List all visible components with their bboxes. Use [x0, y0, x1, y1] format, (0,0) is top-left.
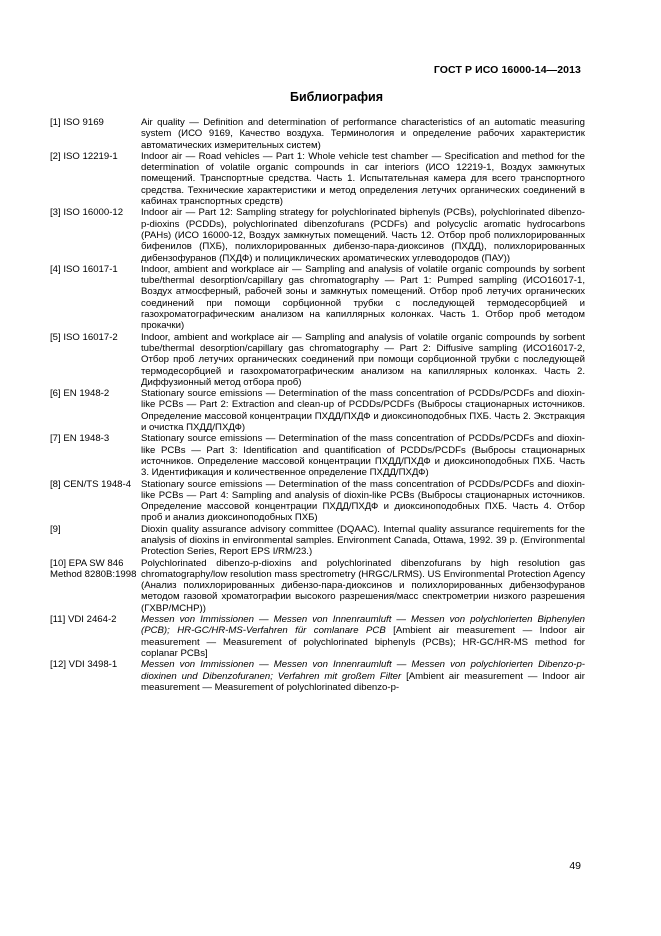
- entry-reference: [6] EN 1948-2: [50, 388, 110, 400]
- entry-reference: [10] EPA SW 846 Method 8280B:1998: [50, 557, 137, 580]
- document-code: ГОСТ Р ИСО 16000-14—2013: [433, 64, 581, 76]
- bibliography-entry: [50, 207, 585, 263]
- entry-reference: [9]: [50, 523, 61, 535]
- bibliography-entry: [50, 479, 585, 524]
- bibliography-entry: [50, 524, 585, 558]
- bibliography-entry: [50, 151, 585, 207]
- entry-title-italic: Messen von Immissionen — Messen von Innenraumluft — Messen von polychlorierten Dibenzo-p-dioxinen und Dibenzofuranen; Verfahren mit großem Filter: [141, 659, 585, 682]
- entry-text: Indoor, ambient and workplace air — Sampling and analysis of volatile organic compounds by sorbent tube/thermal desorption/capillary gas chromatography — Part 1: Pumped sampling (ИСО16017-1, Воздух атмосферный, рабочей зоны и замкнутых помещений. Отбор проб летучих органических соединений при помощи сорбционной трубки с последующей термодесорбцией и газохроматографическим анализом на капиллярных колонках. Часть 1. Отбор проб методом прокачки): [141, 263, 585, 332]
- bibliography-entry: [50, 264, 585, 332]
- entry-reference: [12] VDI 3498-1: [50, 659, 118, 671]
- entry-text: Dioxin quality assurance advisory committee (DQAAC). Internal quality assurance requirements for the analysis of dioxins in environmental samples. Environment Canada, Ottawa, 1992. 39 p. (Environmental Protection Series, Report EPS I/RM/23.): [141, 523, 585, 558]
- entry-text-container: [141, 659, 585, 693]
- entry-text: Air quality — Definition and determination of performance characteristics of an automatic measuring system (ИСО 9169, Качество воздуха. Терминология и определение рабочих характеристик автоматических измерительных систем): [141, 117, 585, 151]
- entry-reference: [1] ISO 9169: [50, 117, 104, 128]
- bibliography-list: [50, 117, 585, 693]
- entry-text: Indoor, ambient and workplace air — Sampling and analysis of volatile organic compounds by sorbent tube/thermal desorption/capillary gas chromatography — Part 2: Diffusive sampling (ИСО16017-2, Отбор проб летучих органических соединений при помощи сорбционной трубки с последующей термодесорбцией и газохроматографическим анализом на капиллярных колонках. Часть 2. Диффузионный метод отбора проб): [141, 331, 585, 388]
- bibliography-entry: [50, 388, 585, 433]
- entry-reference: [7] EN 1948-3: [50, 433, 110, 445]
- entry-text: Stationary source emissions — Determination of the mass concentration of PCDDs/PCDFs and dioxin-like PCBs — Part 3: Identification and quantification of PCDDs/PCDFs (Выбросы стационарных источников. Определение массовой концентрации ПХДД/ПХДФ и диоксиноподобных ПХБ. Часть 3. Идентификация и количественное определение ПХДД/ПХДФ): [141, 433, 585, 479]
- entry-reference: [5] ISO 16017-2: [50, 331, 118, 343]
- entry-text: Indoor air — Part 12: Sampling strategy for polychlorinated biphenyls (PCBs), polychlorinated dibenzo-p-dioxins (PCDDs), polychlorinated dibenzofurans (PCDFs) and polycyclic aromatic hydrocarbons (PAHs) (ИСО 16000-12, Воздух замкнутых помещений. Часть 12. Отбор проб полихлорированных бифенилов (ПХБ), полихлорированных дибензо-пара-диоксинов (ПХДД), полихлорированных дибензофуранов (ПХДФ) и полициклических ароматических углеводородов (ПАУ)): [141, 207, 585, 264]
- bibliography-entry: [50, 659, 585, 693]
- entry-text: Stationary source emissions — Determination of the mass concentration of PCDDs/PCDFs and dioxin-like PCBs — Part 2: Extraction and clean-up of PCDDs/PCDFs (Выбросы стационарных источников. Определение массовой концентрации ПХДД/ПХДФ и диоксиноподобных ПХБ. Часть 2. Экстракция и очистка ПХДД/ПХДФ): [141, 388, 585, 434]
- bibliography-entry: [50, 614, 585, 659]
- entry-text: Indoor air — Road vehicles — Part 1: Whole vehicle test chamber — Specification and method for the determination of volatile organic compounds in car interiors (ИСО 12219-1, Воздух замкнутых помещений. Транспортные средства. Часть 1. Испытательная камера для всего транспортного средства. Технические характеристики и метод определения летучих органических соединений в кабинах транспортных средств): [141, 150, 585, 208]
- entry-reference: [8] CEN/TS 1948-4: [50, 478, 132, 490]
- entry-text-container: [141, 614, 585, 659]
- page-number: 49: [569, 860, 581, 872]
- entry-reference: [4] ISO 16017-1: [50, 263, 118, 275]
- entry-title-italic: Messen von Immissionen — Messen von Innenraumluft — Messen von polychlorierten Biphenylen (PCB); HR-GC/HR-MS-Verfahren für comlanare PCB: [141, 614, 585, 637]
- entry-text: Polychlorinated dibenzo-p-dioxins and polychlorinated dibenzofurans by high resolution gas chromatography/low resolution mass spectrometry (HRGC/LRMS). US Environmental Protection Agency (Анализ полихлорированных дибензо-пара-диоксинов и полихлорированных дибензофуранов методом газовой хроматографии высокого разрешения/масс спектрометрии низкого разрешения (ГХВР/МСНР)): [141, 557, 585, 614]
- entry-text: [Ambient air measurement — Indoor air measurement — Measurement of polychlorinated dibenzo-p-: [141, 670, 585, 693]
- bibliography-entry: [50, 117, 585, 151]
- bibliography-entry: [50, 332, 585, 388]
- bibliography-entry: [50, 558, 585, 614]
- entry-text: [Ambient air measurement — Indoor air measurement — Measurement of polychlorinated biphenyls (PCBs); HR-GC/HR-MS method for coplanar PCBs]: [141, 625, 585, 659]
- entry-text: Stationary source emissions — Determination of the mass concentration of PCDDs/PCDFs and dioxin-like PCBs — Part 4: Sampling and analysis of dioxin-like PCBs (Выбросы стационарных источников. Определение массовой концентрации ПХДД/ПХДФ и диоксиноподобных ПХБ. Часть 4. Отбор проб и анализ диоксиноподобных ПХБ): [141, 478, 585, 524]
- bibliography-entry: [50, 433, 585, 478]
- entry-reference: [11] VDI 2464-2: [50, 614, 117, 626]
- entry-reference: [3] ISO 16000-12: [50, 207, 124, 219]
- page-title: Библиография: [289, 90, 384, 104]
- entry-reference: [2] ISO 12219-1: [50, 150, 118, 162]
